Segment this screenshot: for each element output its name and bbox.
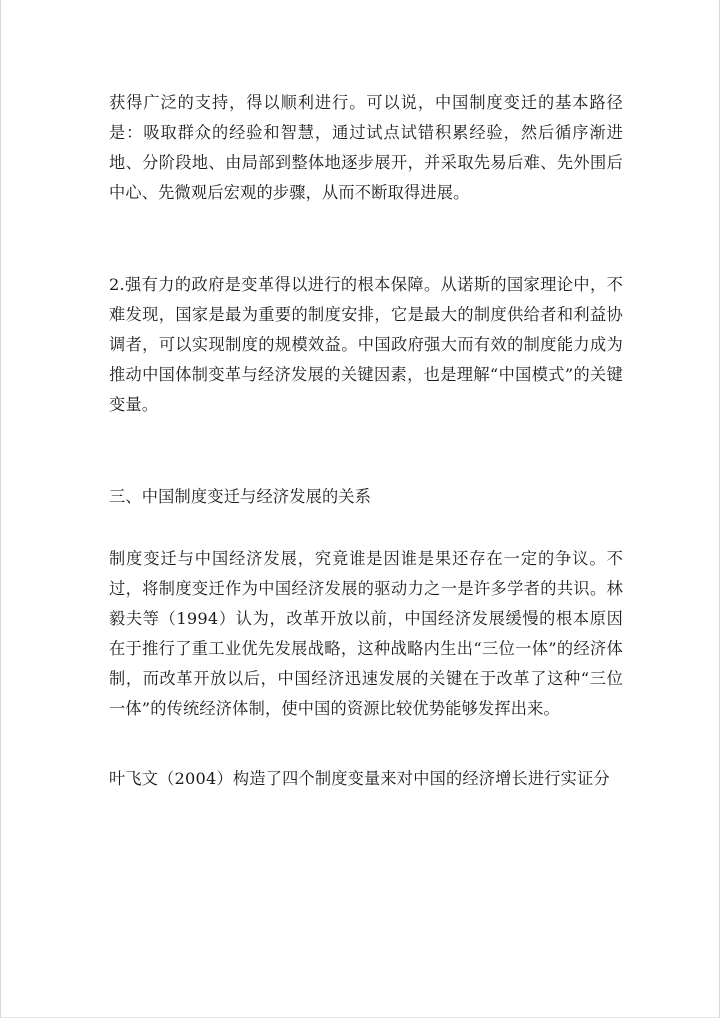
section-heading: 三、中国制度变迁与经济发展的关系 [109,487,372,506]
paragraph-institution-growth: 制度变迁与中国经济发展，究竟谁是因谁是果还存在一定的争议。不过，将制度变迁作为中国经济发展的驱动力之一是许多学者的共识。林毅夫等（1994）认为，改革开放以前，中国经济发展缓慢的根本原因在于推行了重工业优先发展战略，这种战略内生出“三位一体”的经济体制，而改革开放以后，中国经济迅速发展的关键在于改革了这种“三位一体”的传统经济体制，使中国的资源比较优势能够发挥出来。 [109,549,623,718]
paragraph-strong-government: 2.强有力的政府是变革得以进行的根本保障。从诺斯的国家理论中，不难发现，国家是最为重要的制度安排，它是最大的制度供给者和利益协调者，可以实现制度的规模效益。中国政府强大而有效的制度能力成为推动中国体制变革与经济发展的关键因素，也是理解“中国模式”的关键变量。 [109,275,623,414]
paragraph-ye-feiwen: 叶飞文（2004）构造了四个制度变量来对中国的经济增长进行实证分 [109,769,610,788]
paragraph-institutional-path: 获得广泛的支持，得以顺利进行。可以说，中国制度变迁的基本路径是：吸取群众的经验和智慧，通过试点试错积累经验，然后循序渐进地、分阶段地、由局部到整体地逐步展开，并采取先易后难、先外围后中心、先微观后宏观的步骤，从而不断取得进展。 [109,93,623,202]
document-body [109,88,623,794]
